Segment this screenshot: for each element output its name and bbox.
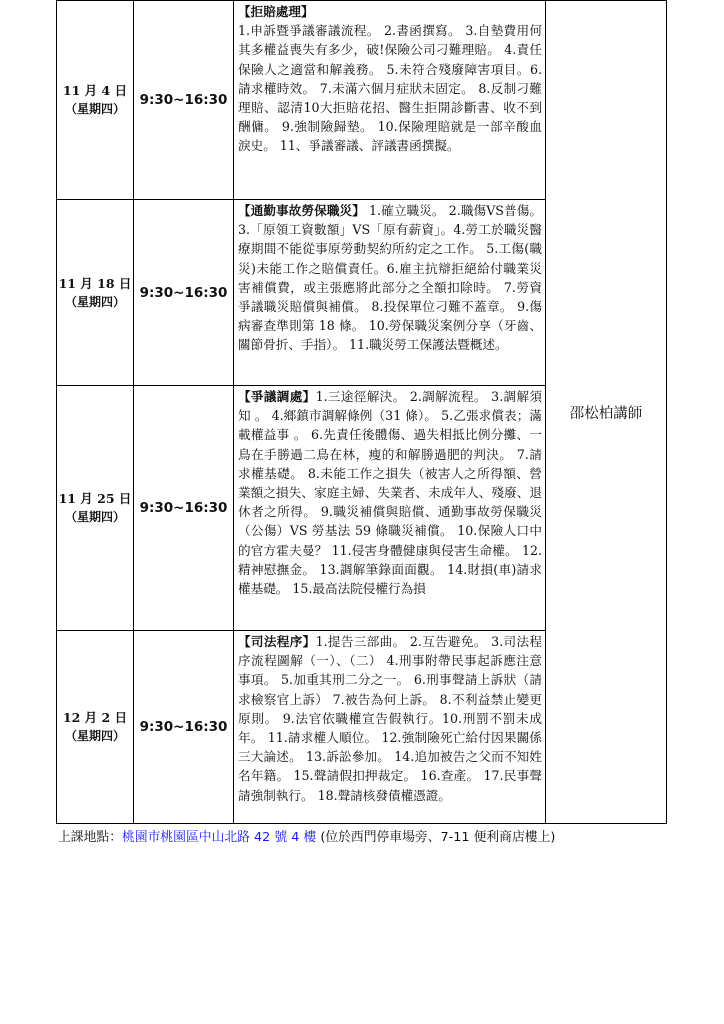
location-label: 上課地點： [58, 830, 122, 845]
session-text: 1.三途徑解決。 2.調解流程。 3.調解須知 。 4.鄉鎮市調解條例（31 條）。 5.乙張求償表；滿載權益事 。 6.先責任後體傷、過失相抵比例分攤、一鳥在手勝過二鳥在林，瘦的和解勝過肥的判決。 7.請求權基礎。 8.未能工作之損失（被害人之所得額、營業額之損失、家庭主婦、失業者、未成年人、殘廢、退休者之所得。 9.職災補償與賠償、通勤事故勞保職災（公傷）VS 勞基法 59 條職災補償。 10.保險人口中的官方霍夫曼？ 11.侵害身體健康與侵害生命權。 12.精神慰撫金。 13.調解筆錄面面觀。 14.財損(車)請求權基礎。 15.最高法院侵權行為損 [238, 389, 542, 597]
date-text: 11 月 25 日 [58, 491, 132, 506]
session-content [234, 631, 546, 824]
session-date [57, 1, 134, 200]
session-content [234, 1, 546, 200]
session-text: 1.確立職災。 2.職傷VS普傷。 3.「原領工資數額」VS「原有薪資」。4.勞工於職災醫療期間不能從事原勞動契約所約定之工作。 5.工傷(職災)未能工作之賠償責任。6.雇主抗辯拒絕給付職業災害補償費，或主張應將此部分之全額扣除時。 7.勞資爭議職災賠償與補償。 8.投保單位刁難不蓋章。 9.傷病審查準則第 18 條。 10.勞保職災案例分享（牙齒、關節骨折、手指）。 11.職災勞工保護法暨概述。 [238, 203, 542, 353]
session-date [57, 631, 134, 824]
session-time: 9:30~16:30 [134, 631, 234, 824]
schedule-row [57, 1, 667, 200]
session-text: 1.提告三部曲。 2.互告避免。 3.司法程序流程圖解（一）、（二） 4.刑事附帶民事起訴應注意事項。 5.加重其刑二分之一。 6.刑事聲請上訴狀（請求檢察官上訴） 7.被告為何上訴。 8.不利益禁止變更原則。 9.法官依職權宣告假執行。10.刑罰不罰未成年。 11.請求權人順位。 12.強制險死亡給付因果關係三大論述。 13.訴訟參加。 14.追加被告之父而不知姓名年籍。 15.聲請假扣押裁定。 16.查產。 17.民事聲請強制執行。 18.聲請核發債權憑證。 [238, 634, 542, 803]
session-title: 【司法程序】 [238, 634, 316, 649]
weekday-text: （星期四） [64, 510, 125, 524]
date-text: 12 月 2 日 [62, 710, 128, 725]
session-text: 1.申訴暨爭議審議流程。 2.書函撰寫。 3.自墊費用何其多權益喪失有多少，破!保險公司刁難理賠。 4.責任保險人之適當和解義務。 5.未符合殘廢障害項目。6.請求權時效。 7.未滿六個月症狀未固定。 8.反制刁難理賠、認清10大拒賠花招、醫生拒開診斷書、收不到酬傭。 9.強制險歸墊。 10.保險理賠就是一部辛酸血淚史。 11、爭議審議、評議書函撰擬。 [238, 23, 542, 154]
session-date [57, 386, 134, 631]
weekday-text: （星期四） [64, 102, 125, 116]
teacher-name: 邵松柏講師 [546, 1, 667, 824]
session-content [234, 386, 546, 631]
session-content [234, 200, 546, 386]
location-address: 桃園市桃園區中山北路 42 號 4 樓 [121, 830, 317, 845]
session-title: 【通勤事故勞保職災】 [238, 203, 365, 218]
session-time: 9:30~16:30 [134, 386, 234, 631]
location-note: (位於西門停車場旁、7-11 便利商店樓上) [316, 830, 556, 845]
date-text: 11 月 18 日 [58, 275, 132, 291]
weekday-text: （星期四） [64, 294, 125, 309]
session-date [57, 200, 134, 386]
session-title: 【拒賠處理】 [238, 4, 314, 19]
course-schedule-table [56, 0, 667, 824]
date-text: 11 月 4 日 [62, 83, 128, 98]
class-location [58, 826, 555, 845]
session-time: 9:30~16:30 [134, 200, 234, 386]
session-time: 9:30~16:30 [134, 1, 234, 200]
session-title: 【爭議調處】 [238, 389, 316, 404]
weekday-text: （星期四） [64, 729, 125, 743]
